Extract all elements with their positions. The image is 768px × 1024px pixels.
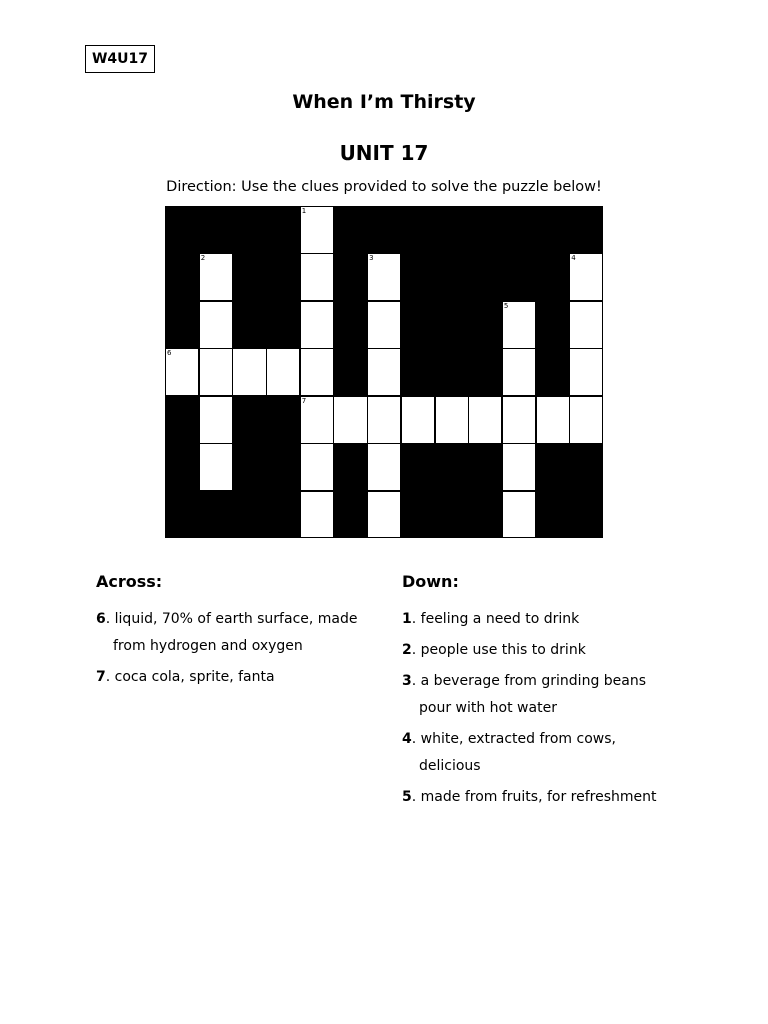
crossword-cell[interactable] [502,491,536,539]
down-clue-list [402,606,677,815]
clue-number: 7 [96,669,106,685]
clue-text: . people use this to drink [411,642,586,658]
crossword-cell[interactable] [502,396,536,444]
crossword-cell[interactable] [367,253,401,301]
across-heading: Across: [96,572,163,591]
clue-number: 1 [301,207,307,215]
unit-title: UNIT 17 [339,141,429,165]
crossword-cell[interactable] [502,348,536,396]
across-clue-list [96,606,381,695]
crossword-cell[interactable] [569,253,603,301]
down-clue [402,668,677,722]
down-clue [402,637,677,664]
clue-number: 2 [200,254,206,263]
worksheet-code [85,45,155,73]
clue-number: 4 [402,731,412,747]
crossword-cell[interactable] [266,348,300,396]
crossword-cell[interactable] [300,443,334,491]
crossword-cell[interactable] [232,348,266,396]
crossword-cell[interactable] [569,301,603,349]
crossword-cell[interactable] [199,396,233,444]
crossword-cell[interactable] [333,396,367,444]
crossword-cell[interactable] [367,348,401,396]
crossword-cell[interactable] [401,396,435,444]
direction-text: Direction: Use the clues provided to solve the puzzle below! [166,179,602,195]
crossword-cell[interactable] [300,491,334,539]
clue-number: 6 [96,611,106,627]
crossword-grid [165,206,603,538]
crossword-cell[interactable] [300,301,334,349]
down-clue [402,784,677,811]
crossword-cell[interactable] [300,396,334,444]
crossword-cell[interactable] [199,253,233,301]
clue-number: 5 [402,789,412,805]
crossword-cell[interactable] [569,396,603,444]
clue-number: 2 [402,642,412,658]
across-clue [96,606,381,660]
clue-number: 4 [571,254,576,263]
crossword-cell[interactable] [367,443,401,491]
clue-number: 7 [301,396,307,405]
crossword-cell[interactable] [536,396,570,444]
across-clue [96,664,381,691]
crossword-cell[interactable] [367,301,401,349]
crossword-cell[interactable] [199,443,233,491]
down-clue [402,726,677,780]
crossword-cell[interactable] [300,206,334,254]
down-heading: Down: [402,572,459,591]
clue-number: 1 [402,611,412,627]
crossword-cell[interactable] [468,396,502,444]
crossword-cell[interactable] [300,348,334,396]
crossword-cell[interactable] [435,396,469,444]
clue-number: 3 [369,254,374,263]
down-clue [402,606,677,633]
crossword-cell[interactable] [165,348,199,396]
crossword-cell[interactable] [199,348,233,396]
crossword-cell[interactable] [300,253,334,301]
crossword-cell[interactable] [502,443,536,491]
page-title: When I’m Thirsty [292,91,476,113]
clue-text: . liquid, 70% of earth surface, made from hydrogen and oxygen [105,611,358,654]
crossword-cell[interactable] [367,396,401,444]
clue-text: . made from fruits, for refreshment [411,789,657,805]
clue-text: . a beverage from grinding beans pour with hot water [411,673,647,716]
worksheet-code-text: W4U17 [91,51,149,67]
crossword-cell[interactable] [199,301,233,349]
clue-text: . white, extracted from cows, delicious [411,731,616,774]
clue-text: . coca cola, sprite, fanta [105,669,275,685]
clue-text: . feeling a need to drink [411,611,580,627]
clue-number: 6 [167,349,172,358]
clue-number: 5 [503,301,509,310]
crossword-cell[interactable] [569,348,603,396]
crossword-cell[interactable] [502,301,536,349]
crossword-cell[interactable] [367,491,401,539]
clue-number: 3 [402,673,412,689]
